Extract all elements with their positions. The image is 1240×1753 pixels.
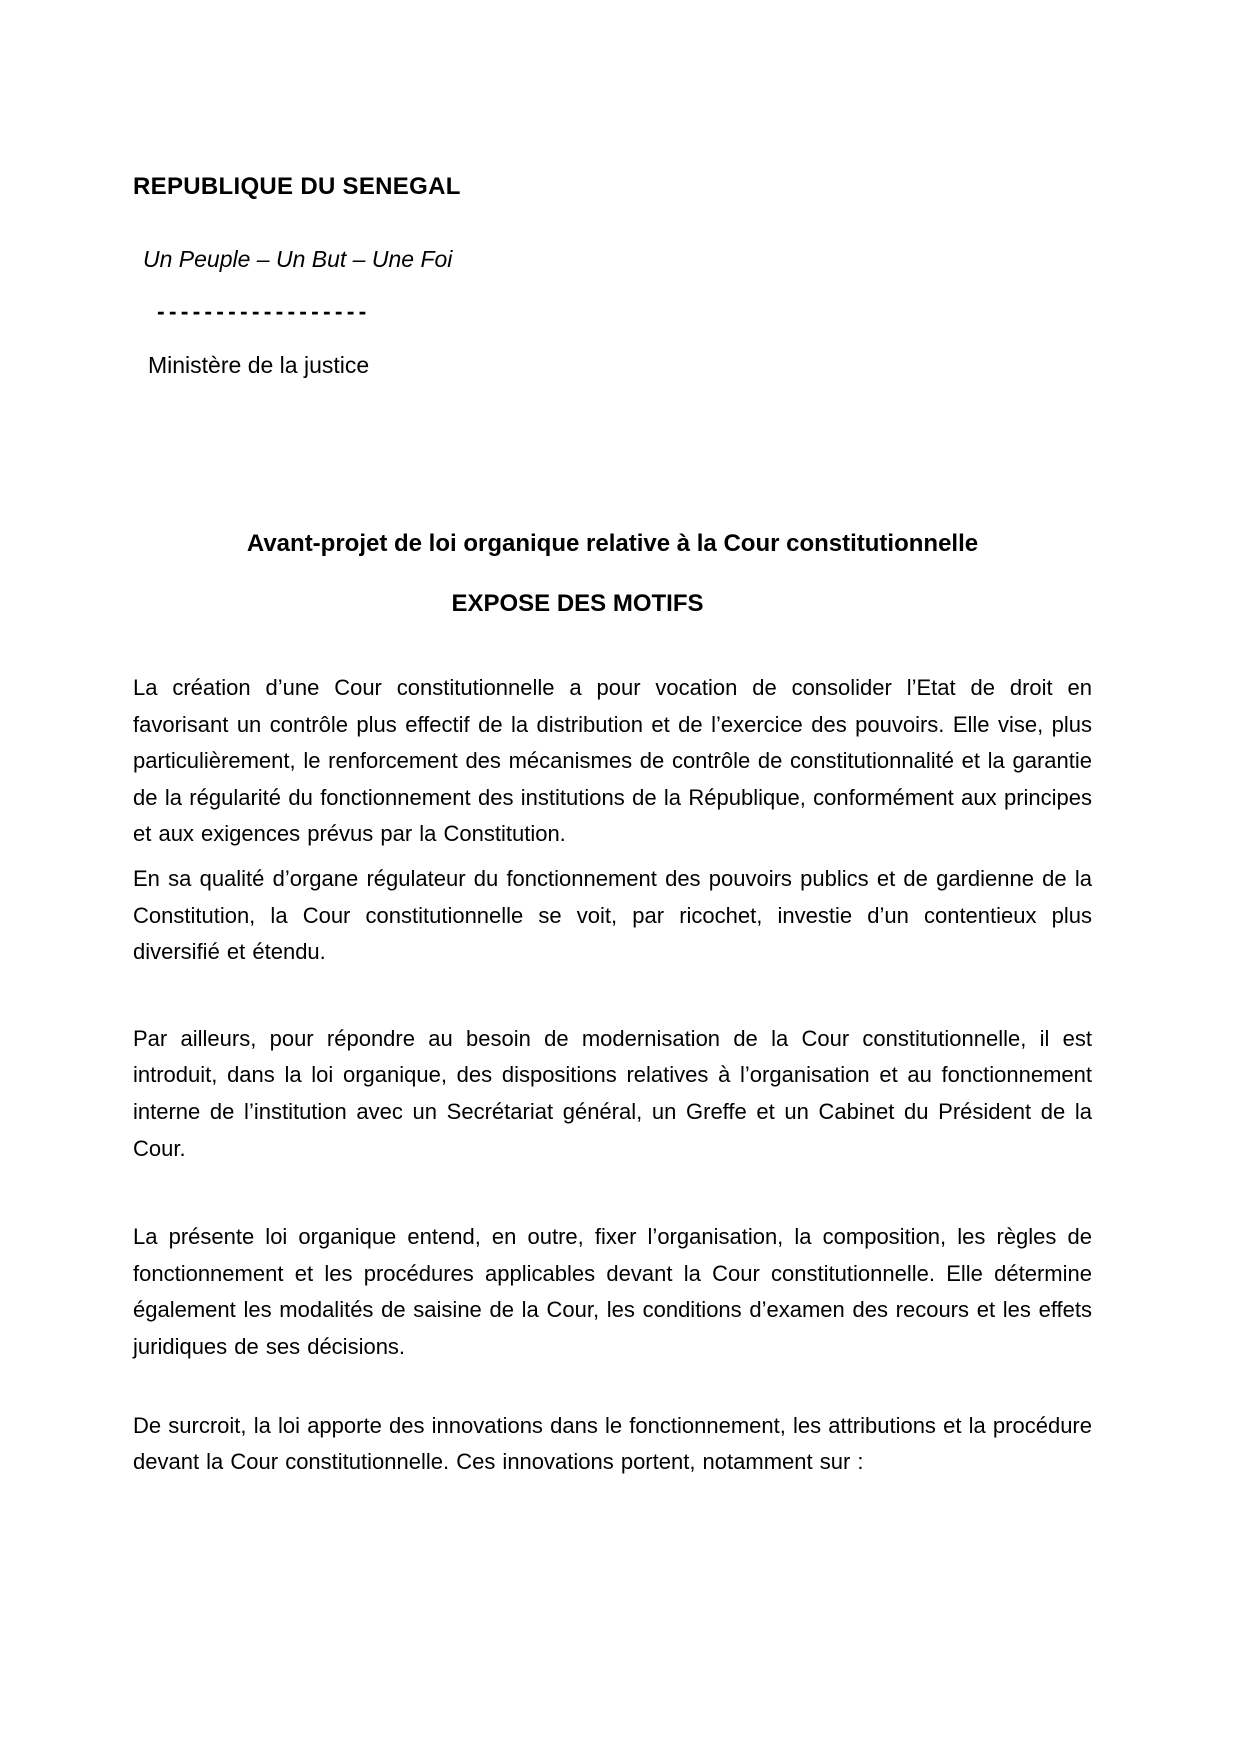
document-subtitle: EXPOSE DES MOTIFS [451,590,704,617]
paragraph-modernisation: Par ailleurs, pour répondre au besoin de modernisation de la Cour constitutionnelle, il est introduit, dans la loi organique, des dispositions relatives à l’organisation et au fonctionnement interne de l’institution avec un Secrétariat général, un Greffe et un Cabinet du Président de la Cour. [133,1025,1092,1161]
ministry-name: Ministère de la justice [148,352,370,378]
paragraph-creation-cour: La création d’une Cour constitutionnelle a pour vocation de consolider l’Etat de droit en favorisant un contrôle plus effectif de la distribution et de l’exercice des pouvoirs. Elle vise, plus particulièrement, le renforcement des mécanismes de contrôle de constitutionnalité et la garantie de la régularité du fonctionnement des institutions de la République, conformément aux principes et aux exigences prévus par la Constitution. [133,675,1092,847]
separator-dashes: ------------------ [157,298,371,324]
republic-name: REPUBLIQUE DU SENEGAL [133,173,461,200]
document-title: Avant-projet de loi organique relative à la Cour constitutionnelle [246,530,979,557]
paragraph-organisation-composition: La présente loi organique entend, en outre, fixer l’organisation, la composition, les règles de fonctionnement et les procédures applicables devant la Cour constitutionnelle. Elle détermine également les modalités de saisine de la Cour, les conditions d’examen des recours et les effets juridiques de ses décisions. [133,1224,1092,1359]
national-motto: Un Peuple – Un But – Une Foi [143,246,453,272]
paragraph-organe-regulateur: En sa qualité d’organe régulateur du fonctionnement des pouvoirs publics et de gardienne de la Constitution, la Cour constitutionnelle se voit, par ricochet, investie d’un contentieux plus diversifié et étendu. [133,865,1092,965]
paragraph-innovations: De surcroit, la loi apporte des innovations dans le fonctionnement, les attributions et la procédure devant la Cour constitutionnelle. Ces innovations portent, notamment sur : [133,1412,1092,1475]
document-body [133,670,1092,1481]
